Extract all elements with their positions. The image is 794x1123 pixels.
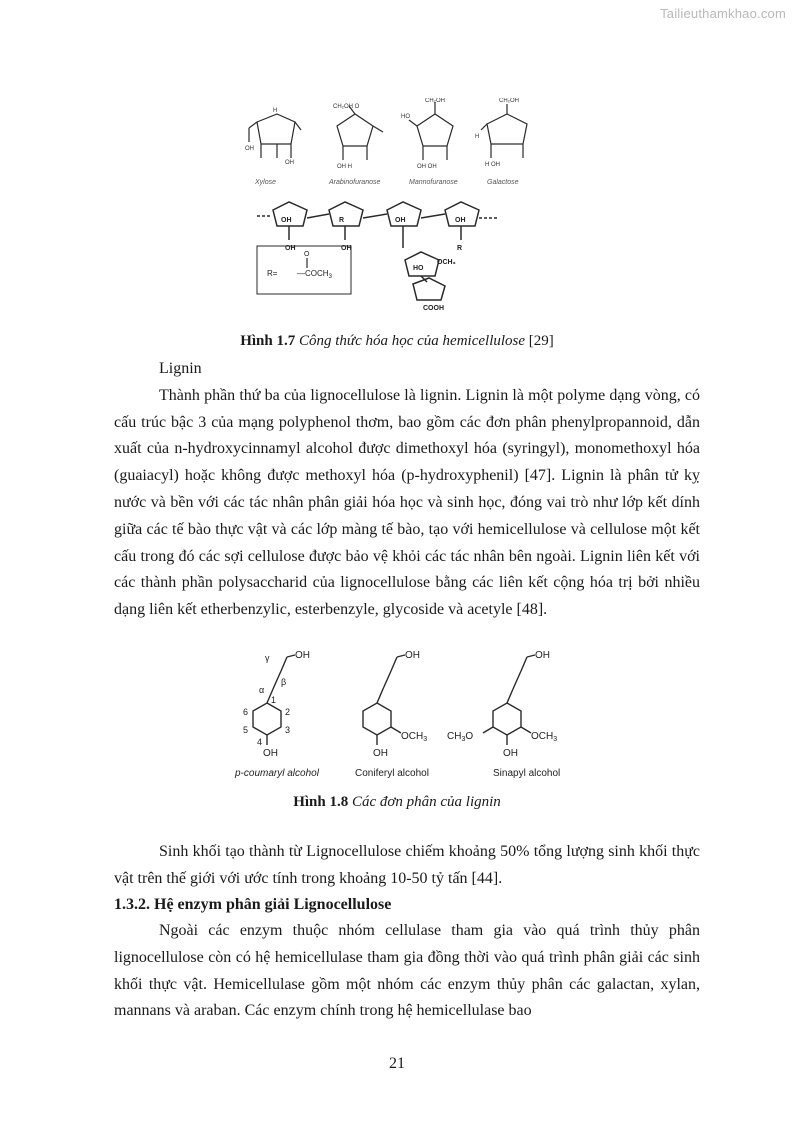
svg-text:3: 3 (285, 725, 291, 735)
svg-text:OH: OH (503, 748, 518, 759)
svg-text:COOH: COOH (423, 305, 444, 310)
svg-text:H: H (475, 134, 480, 140)
svg-text:OH: OH (341, 245, 352, 252)
svg-text:OH: OH (285, 245, 296, 252)
svg-text:H OH: H OH (485, 162, 500, 168)
arabinofuranose-structure (333, 104, 383, 170)
svg-text:O: O (304, 251, 310, 258)
sugar-label: Arabinofuranose (329, 179, 381, 186)
substituent-box (257, 246, 351, 294)
section-heading: 1.3.2. Hệ enzym phân giải Lignocellulose (114, 896, 392, 913)
svg-text:CH₂OH: CH₂OH (425, 98, 445, 104)
svg-text:OH: OH (263, 748, 278, 759)
svg-text:OH: OH (295, 650, 310, 661)
svg-text:6: 6 (243, 707, 249, 717)
svg-text:CH3O: $CH_3O$ (447, 731, 474, 743)
galactose-structure (475, 98, 527, 168)
svg-text:—COCH3: $—COCH_3$ (297, 269, 332, 280)
svg-text:OH OH: OH OH (417, 164, 437, 170)
svg-text:OCH3: $OCH_3$ (401, 731, 428, 743)
svg-text:OH: OH (285, 160, 294, 166)
monomer-label: Sinapyl alcohol (493, 768, 561, 779)
figure-lignin-monomers (0, 645, 794, 785)
hemicellulose-diagram (237, 98, 557, 310)
figure-1-7-caption (0, 333, 794, 350)
svg-text:OH: OH (405, 650, 420, 661)
lignin-monomers-diagram (207, 645, 587, 785)
svg-text:γ: γ (265, 653, 270, 663)
figure-hemicellulose (0, 98, 794, 310)
svg-text:OH: OH (245, 146, 254, 152)
svg-text:α: α (259, 685, 265, 695)
svg-text:4: 4 (257, 737, 263, 747)
sinapyl-structure (447, 650, 557, 759)
svg-text:CH₂OH: CH₂OH (499, 98, 519, 104)
lignin-heading: Lignin (159, 360, 202, 377)
sugar-label: Galactose (487, 179, 519, 186)
monomer-label: p-coumaryl alcohol (235, 768, 319, 779)
lignin-section (114, 356, 700, 624)
mannofuranose-structure (401, 98, 453, 170)
caption-ref: [29] (528, 333, 554, 349)
svg-text:OH: OH (281, 217, 292, 224)
svg-text:β: β (281, 677, 287, 687)
svg-text:OH: OH (535, 650, 550, 661)
coniferyl-structure (363, 650, 427, 759)
svg-text:OH: OH (455, 217, 466, 224)
svg-text:OH H: OH H (337, 164, 352, 170)
caption-text: Công thức hóa học của hemicellulose (298, 333, 526, 349)
svg-text:CH₂OH O: CH₂OH O (333, 104, 360, 110)
svg-text:OCH₃: OCH₃ (437, 259, 456, 266)
paragraph-lignin: Thành phần thứ ba của lignocellulose là lignin. Lignin là một polyme dạng vòng, có cấu trúc bậc 3 của mạng polyphenol thơm, bao gồm các đơn phân phenylpropannoid, dẫn xuất của n-hydroxycinnamyl alcohol được dimethoxyl hóa (syringyl), monomethoxyl hóa (guaiacyl) hoặc không được methoxyl hóa (p-hydroxyphenil) [47]. Lignin là phân tử kỵ nước và bền với các tác nhân phân giải hóa học và sinh học, đóng vai trò như lớp kết dính giữa các tế bào thực vật và các lớp màng tế bào, tạo với hemicellulose và cellulose một kết cấu trong đó các sợi cellulose được bảo vệ khỏi các tác nhân bên ngoài. Lignin liên kết với các thành phần polysaccharid của lignocellulose bằng các liên kết cộng hóa trị bởi nhiều dạng liên kết etherbenzylic, esterbenzyle, glycoside và acetyle [48]. (114, 386, 700, 619)
svg-text:HO: HO (401, 114, 410, 120)
watermark: Tailieuthamkhao.com (660, 6, 786, 21)
sugar-label: Xylose (255, 179, 277, 186)
paragraph-enzyme: Ngoài các enzym thuộc nhóm cellulase tham gia vào quá trình thủy phân lignocellulose còn có hệ hemicellulase tham gia đồng thời vào quá trình phân giải các sinh khối thực vật. Hemicellulase gồm một nhóm các enzym thủy phân các galactan, xylan, mannans và araban. Các enzym chính trong hệ hemicellulase bao (114, 922, 700, 1020)
svg-text:1: 1 (271, 695, 277, 705)
svg-text:R: R (457, 245, 463, 252)
xylose-structure (245, 108, 301, 166)
svg-text:HO: HO (413, 265, 424, 272)
caption-number: Hình 1.7 (240, 333, 296, 349)
p-coumaryl-structure (243, 650, 310, 759)
svg-text:OCH3: $OCH_3$ (531, 731, 558, 743)
substituent-group: COCH (305, 269, 329, 278)
substituent-sub: 3 (328, 274, 332, 280)
svg-text:H: H (273, 108, 278, 114)
sugar-label: Mannofuranose (409, 179, 458, 186)
monomer-label: Coniferyl alcohol (355, 768, 429, 779)
svg-text:OH: OH (395, 217, 406, 224)
svg-text:2: 2 (285, 707, 291, 717)
substituent-label: R= (267, 269, 278, 278)
page-number: 21 (389, 1055, 405, 1072)
svg-text:R: R (339, 217, 345, 224)
enzyme-section (114, 918, 700, 1025)
svg-text:5: 5 (243, 725, 249, 735)
figure-1-8-caption (0, 794, 794, 811)
biomass-section (114, 839, 700, 893)
caption-number: Hình 1.8 (293, 794, 349, 810)
svg-text:OH: OH (373, 748, 388, 759)
paragraph-biomass: Sinh khối tạo thành từ Lignocellulose chiếm khoảng 50% tổng lượng sinh khối thực vật trên thế giới với ước tính trong khoảng 10-50 tỷ tấn [44]. (114, 843, 700, 887)
caption-text: Các đơn phân của lignin (351, 794, 501, 810)
